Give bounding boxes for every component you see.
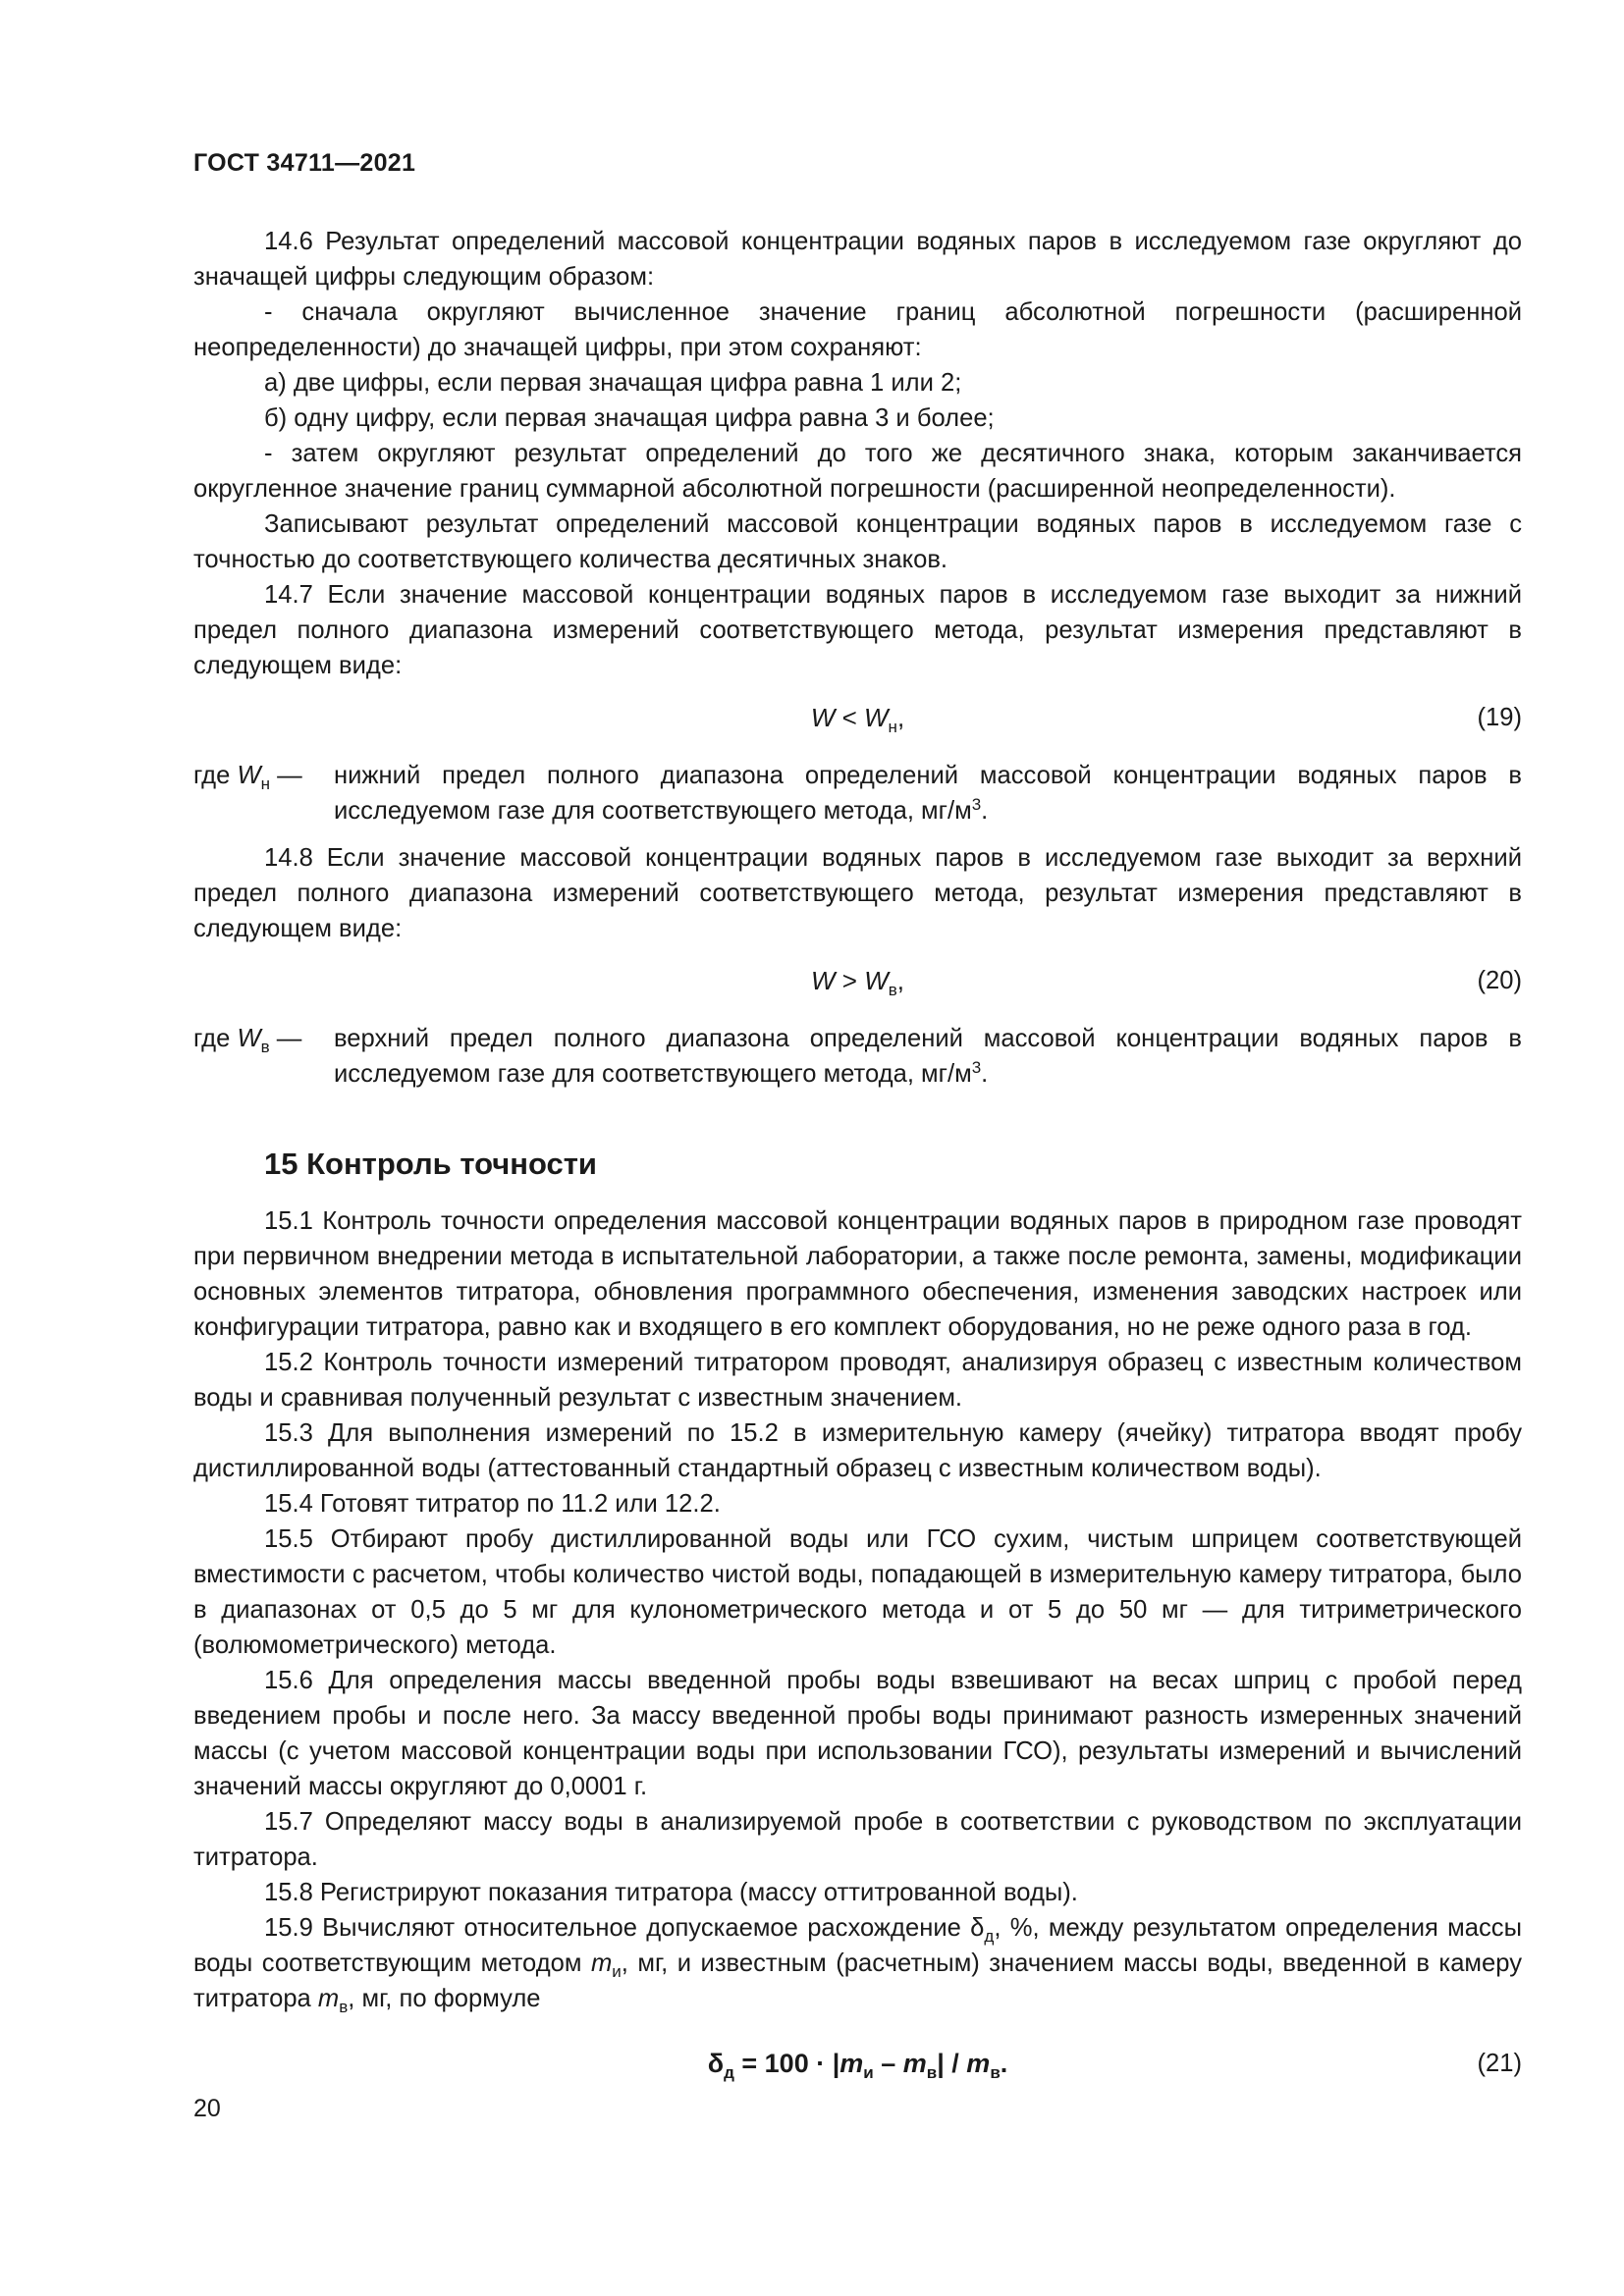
paragraph-15-5: 15.5 Отбирают пробу дистиллированной воды или ГСО сухим, чистым шприцем соответствующей вместимости с расчетом, чтобы количество чистой воды, попадающей в измерительную камеру титратора, было в диапазонах от 0,5 до 5 мг для кулонометрического метода и от 5 до 50 мг — для титриметрического (волюмометрического) метода.: [193, 1525, 1522, 1659]
record-result-paragraph: Записывают результат определений массовой концентрации водяных паров в исследуемом газе с точностью до соответствующего количества десятичных знаков.: [193, 510, 1522, 573]
page-number: 20: [193, 2095, 221, 2122]
formula-number-19: (19): [1477, 704, 1522, 731]
rounding-step-1: - сначала округляют вычисленное значение границ абсолютной погрешности (расширенной неопределенности) до значащей цифры, при этом сохраняют:: [193, 298, 1522, 361]
formula-number-21: (21): [1477, 2050, 1522, 2077]
paragraph-15-9: 15.9 Вычисляют относительное допускаемое расхождение $\delta_д$, %, между результатом определения массы воды соответствующим методом $m_и$, мг, и известным (расчетным) значением массы воды, введенной в камеру титратора $m_в$, мг, по формуле: [193, 1914, 1523, 2016]
rounding-step-2: - затем округляют результат определений до того же десятичного знака, которым заканчивается округленное значение границ суммарной абсолютной погрешности (расширенной неопределенности).: [193, 440, 1522, 503]
paragraph-15-8: 15.8 Регистрируют показания титратора (массу оттитрованной воды).: [264, 1879, 1078, 1906]
paragraph-15-3: 15.3 Для выполнения измерений по 15.2 в измерительную камеру (ячейку) титратора вводят пробу дистиллированной воды (аттестованный стандартный образец с известным количеством воды).: [193, 1419, 1522, 1482]
formula-number-20: (20): [1477, 967, 1522, 994]
paragraph-15-2: 15.2 Контроль точности измерений титратором проводят, анализируя образец с известным количеством воды и сравнивая полученный результат с известным значением.: [193, 1349, 1522, 1412]
paragraph-15-1: 15.1 Контроль точности определения массовой концентрации водяных паров в природном газе проводят при первичном внедрении метода в испытательной лаборатории, а также после ремонта, замены, модификации основных элементов титратора, обновления программного обеспечения, изменения заводских настроек или конфигурации титратора, равно как и входящего в его комплект оборудования, но не реже одного раза в год.: [193, 1207, 1522, 1341]
formula-21: $\delta_д = 100 \cdot |m_и - m_в| / m_в$. (21): [193, 2026, 1522, 2099]
rounding-item-a: а) две цифры, если первая значащая цифра равна 1 или 2;: [264, 369, 962, 397]
document-body: [193, 224, 1522, 2099]
section-15-heading: 15 Контроль точности: [264, 1147, 597, 1181]
where-explanation-upper: где $W_в$ — верхний предел полного диапазона определений массовой концентрации водяных паров в исследуемом газе для соответствующего метода, $мг/м^3$.: [193, 1025, 1522, 1088]
paragraph-15-7: 15.7 Определяют массу воды в анализируемой пробе в соответствии с руководством по эксплуатации титратора.: [193, 1808, 1522, 1871]
paragraph-14-6: 14.6 Результат определений массовой концентрации водяных паров в исследуемом газе округляют до значащей цифры следующим образом:: [193, 228, 1522, 291]
paragraph-15-6: 15.6 Для определения массы введенной пробы воды взвешивают на весах шприц с пробой перед введением пробы и после него. За массу введенной пробы воды принимают разность измеренных значений массы (с учетом массовой концентрации воды при использовании ГСО), результаты измерений и вычислений значений массы округляют до 0,0001 г.: [193, 1667, 1522, 1800]
paragraph-14-7: 14.7 Если значение массовой концентрации водяных паров в исследуемом газе выходит за нижний предел полного диапазона измерений соответствующего метода, результат измерения представляют в следующем виде:: [193, 581, 1522, 679]
formula-20: $W > W_в$, (20): [193, 946, 1522, 1015]
where-explanation-lower: где $W_н$ — нижний предел полного диапазона определений массовой концентрации водяных паров в исследуемом газе для соответствующего метода, $мг/м^3$.: [193, 762, 1522, 825]
rounding-item-b: б) одну цифру, если первая значащая цифра равна 3 и более;: [264, 404, 995, 432]
document-header: ГОСТ 34711—2021: [193, 149, 416, 177]
paragraph-15-4: 15.4 Готовят титратор по 11.2 или 12.2.: [264, 1490, 721, 1518]
formula-19: $W < W_н$, (19): [193, 683, 1522, 752]
paragraph-14-8: 14.8 Если значение массовой концентрации водяных паров в исследуемом газе выходит за верхний предел полного диапазона измерений соответствующего метода, результат измерения представляют в следующем виде:: [193, 844, 1522, 942]
